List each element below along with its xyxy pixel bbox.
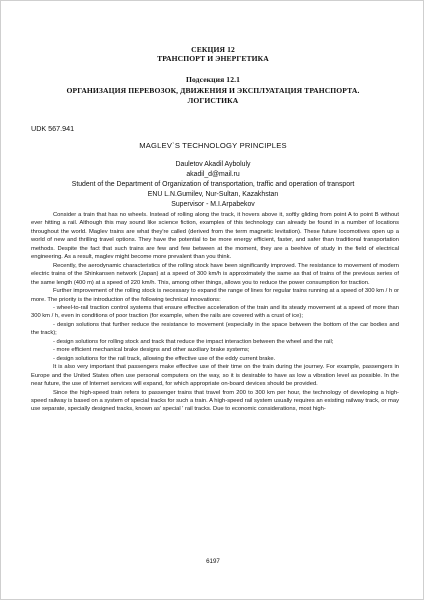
subsection-title: ОРГАНИЗАЦИЯ ПЕРЕВОЗОК, ДВИЖЕНИЯ И ЭКСПЛУАТАЦИЯ ТРАНСПОРТА.: [66, 86, 360, 95]
author-affiliation: Student of the Department of Organization of transportation, traffic and operation of transport: [71, 181, 355, 188]
subsection-number: Подсекция 12.1: [186, 75, 240, 84]
author-name: Dauletov Akadil Aybolulу: [175, 161, 251, 168]
article-body: [31, 211, 399, 414]
body-paragraph: Since the high-speed train refers to passenger trains that travel from 200 to 300 km per hour, the technology of developing a high-speed railway is based on a system of special tracks for such a train. A high-speed rail system usually requires an existing railway track, or may use separate, specially designed tracks, known as' special ' rail tracks. Due to economic considerations, most high-: [31, 389, 399, 413]
page-number: 6197: [206, 558, 220, 565]
author-email: akadil_d@mail.ru: [186, 171, 240, 178]
section-title: ТРАНСПОРТ И ЭНЕРГЕТИКА: [157, 54, 269, 63]
subsection-title-continued: ЛОГИСТИКА: [187, 96, 239, 105]
article-title: MAGLEV`S TECHNOLOGY PRINCIPLES: [139, 141, 287, 150]
list-item: - wheel-to-rail traction control systems that ensure effective acceleration of the train and its steady movement at a speed of more than 300 km / h, even in conditions of poor traction (for example, when the rails are covered with a crust of ice);: [31, 304, 399, 320]
list-item: - design solutions for rolling stock and track that reduce the impact interaction between the wheel and the rail;: [53, 338, 334, 345]
body-paragraph: Further improvement of the rolling stock is necessary to expand the range of lines for regular trains running at a speed of 300 km / h or more. The priority is the introduction of the following technical innovations:: [31, 288, 399, 303]
list-item: - more efficient mechanical brake designs and other auxiliary brake systems;: [53, 347, 250, 354]
supervisor: Supervisor - M.I.Arpabekov: [171, 201, 255, 208]
body-paragraph: Recently, the aerodynamic characteristics of the rolling stock have been significantly improved. The resistance to movement of modern electric trains of the Shinkansen network (Japan) at a speed of 300 km/h is approximately the same as that of trains of the previous series of the same length (400 m) at a speed of 220 km/h. This, among other things, allows you to reduce the power consumption for traction.: [31, 262, 399, 286]
udk-code: UDK 567.941: [31, 124, 75, 133]
body-paragraph: Consider a train that has no wheels. Instead of rolling along the track, it hovers above it, softly gliding from point A to point B without ever hitting a rail. Although this may sound like science fiction, examples of this technology can already be found in a number of locations throughout the world. Maglev trains are what they're called (derived from the term magnetic levitation). These future locomotives open up a world of new and thrilling travel options. They have the potential to be more energy efficient, faster, and safer than traditional transportation methods. Despite the fact that such trains are few and few between at the moment, they are a beehive of study in the field of electrical engineering. As a result, maglev might become more prevalent than you think.: [31, 212, 399, 261]
section-number: СЕКЦИЯ 12: [191, 45, 235, 54]
body-paragraph: It is also very important that passengers make effective use of their time on the train during the journey. For example, passengers in Europe and the United States often use personal computers on the way, so it is desirable to have as low a vibration level as possible. In the near future, the use of Internet services will expand, for which appropriate on-board devices should be provided.: [31, 364, 399, 388]
author-university: ENU L.N.Gumilev, Nur-Sultan, Kazakhstan: [147, 191, 279, 198]
list-item: - design solutions that further reduce the resistance to movement (especially in the space between the bottom of the car bodies and the track);: [31, 321, 399, 337]
list-item: - design solutions for the rail track, allowing the effective use of the eddy current brake.: [53, 355, 276, 362]
